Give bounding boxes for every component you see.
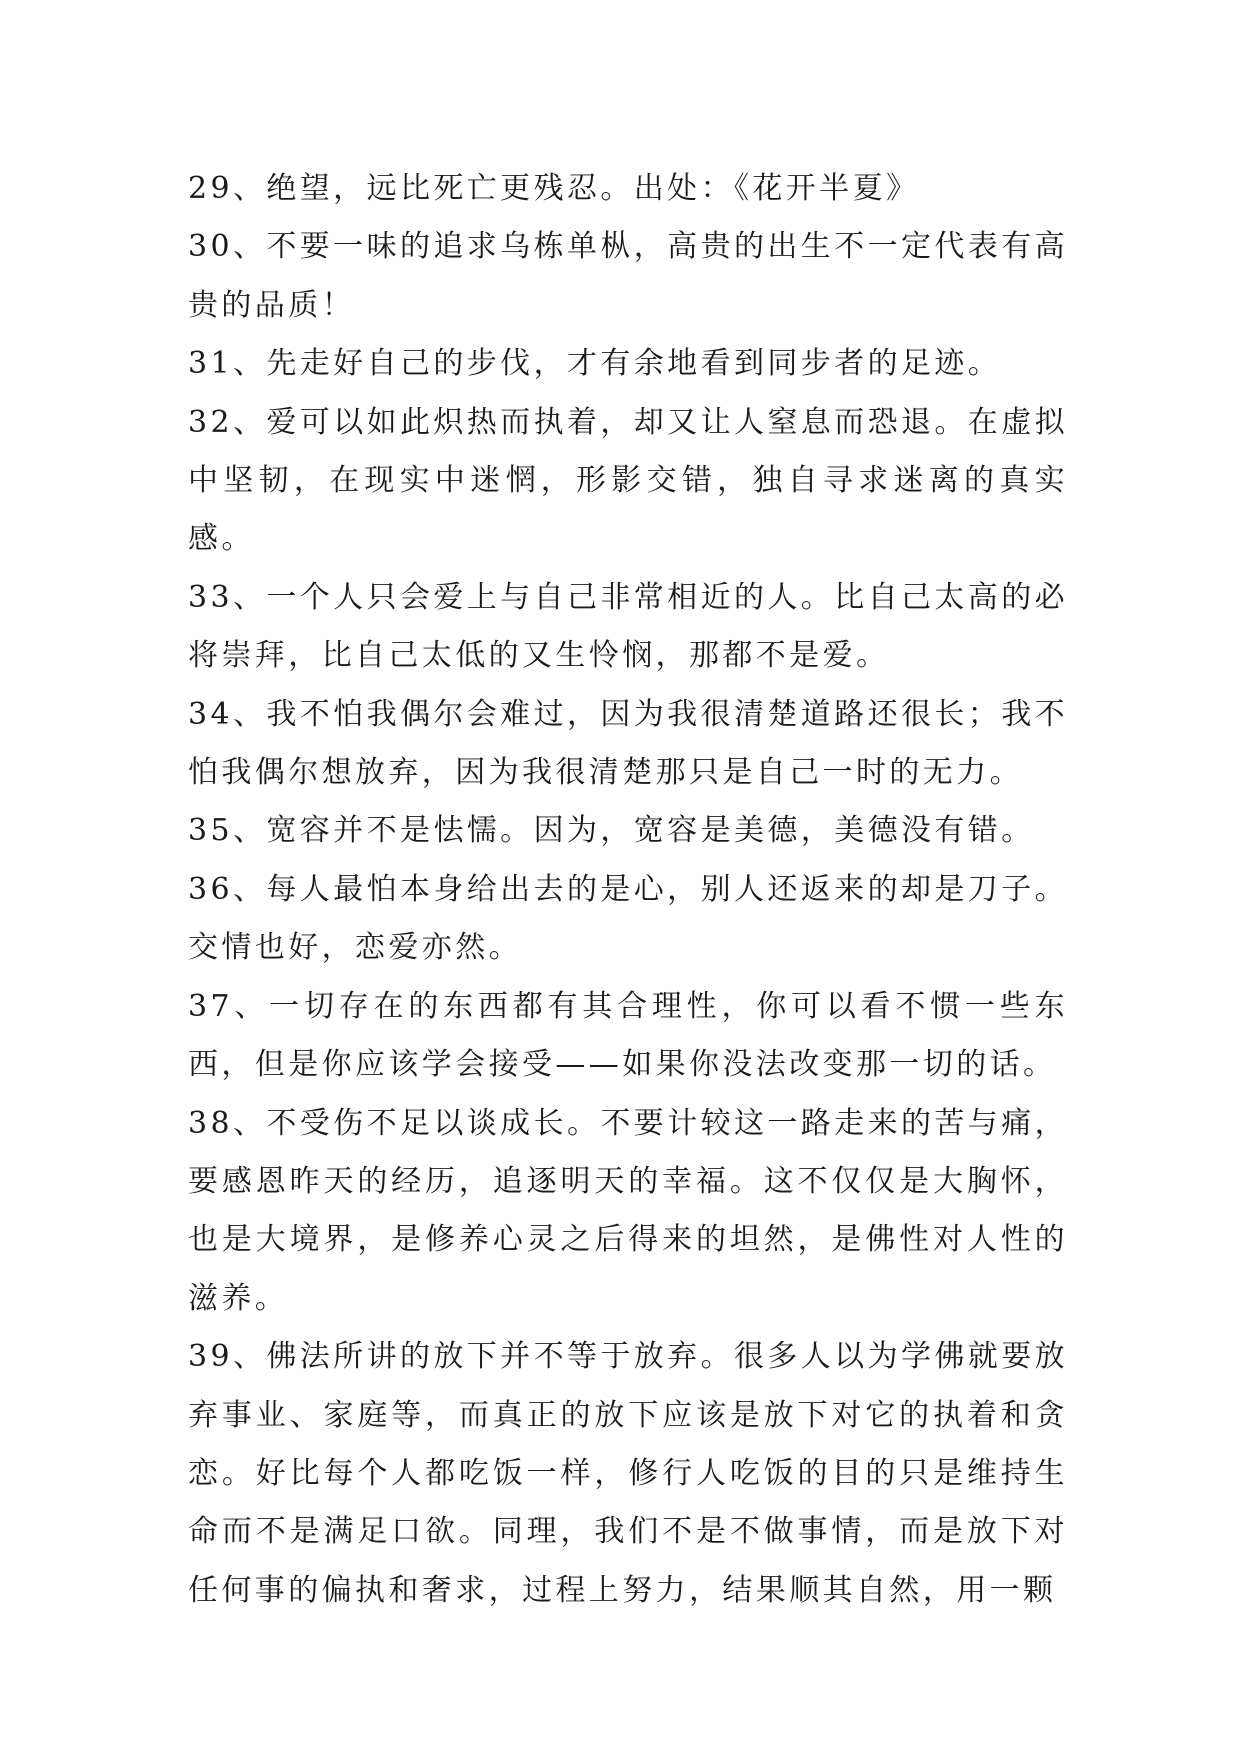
paragraph-37: 37、一切存在的东西都有其合理性，你可以看不惯一些东西，但是你应该学会接受——如果你没法改变那一切的话。	[188, 988, 1068, 1083]
paragraph-33: 33、一个人只会爱上与自己非常相近的人。比自己太高的必将崇拜，比自己太低的又生怜悯，那都不是爱。	[188, 579, 1068, 674]
paragraph-36: 36、每人最怕本身给出去的是心，别人还返来的却是刀子。交情也好，恋爱亦然。	[188, 871, 1068, 966]
paragraph-34: 34、我不怕我偶尔会难过，因为我很清楚道路还很长；我不怕我偶尔想放弃，因为我很清楚那只是自己一时的无力。	[188, 696, 1068, 791]
paragraph-31: 31、先走好自己的步伐，才有余地看到同步者的足迹。	[188, 346, 1002, 382]
paragraph-39: 39、佛法所讲的放下并不等于放弃。很多人以为学佛就要放弃事业、家庭等，而真正的放下应该是放下对它的执着和贪恋。好比每个人都吃饭一样，修行人吃饭的目的只是维持生命而不是满足口欲。同理，我们不是不做事情，而是放下对任何事的偏执和奢求，过程上努力，结果顺其自然，用一颗	[188, 1339, 1068, 1608]
paragraph-32: 32、爱可以如此炽热而执着，却又让人窒息而恐退。在虚拟中坚韧，在现实中迷惘，形影交错，独自寻求迷离的真实感。	[188, 404, 1068, 557]
document-body	[188, 160, 1068, 1620]
paragraph-29: 29、绝望，远比死亡更残忍。出处：《花开半夏》	[188, 171, 920, 206]
paragraph-35: 35、宽容并不是怯懦。因为，宽容是美德，美德没有错。	[188, 813, 1035, 849]
paragraph-38: 38、不受伤不足以谈成长。不要计较这一路走来的苦与痛，要感恩昨天的经历，追逐明天的幸福。这不仅仅是大胸怀，也是大境界，是修养心灵之后得来的坦然，是佛性对人性的滋养。	[188, 1105, 1068, 1316]
paragraph-30: 30、不要一味的追求乌栋单枞，高贵的出生不一定代表有高贵的品质！	[188, 229, 1068, 323]
